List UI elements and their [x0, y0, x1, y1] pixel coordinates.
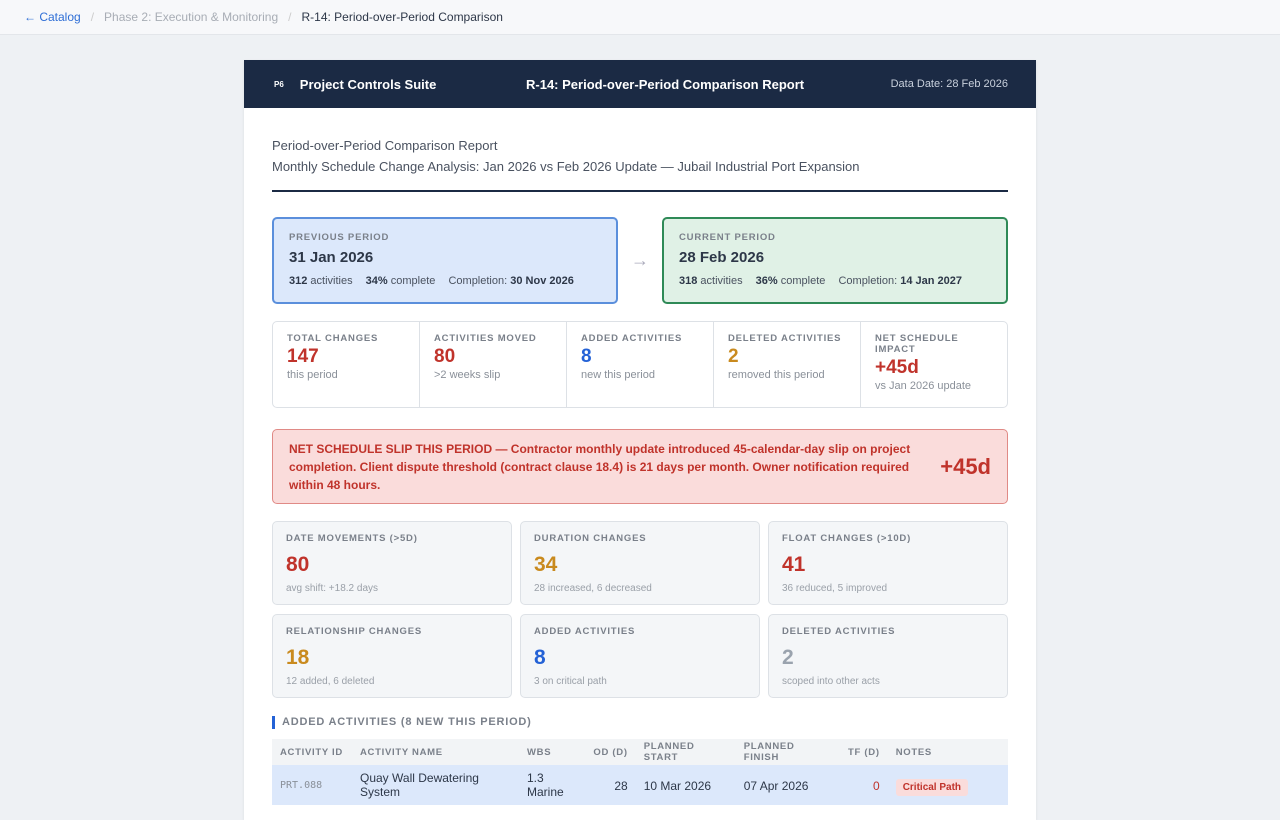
critical-path-badge: Critical Path [896, 779, 968, 796]
kpi-sub: new this period [581, 369, 655, 381]
wbs: 1.3 Marine [519, 765, 572, 805]
card-added-activities [520, 614, 760, 698]
period-label: PREVIOUS PERIOD [289, 232, 390, 243]
previous-period-card [272, 217, 618, 304]
arrow-right-icon: → [631, 250, 649, 270]
kpi-label: DELETED ACTIVITIES [728, 333, 842, 344]
kpi-net-schedule-impact [861, 322, 1007, 407]
card-sub: avg shift: +18.2 days [286, 583, 379, 594]
card-duration-changes [520, 521, 760, 605]
alert-value: +45d [940, 453, 991, 479]
card-value: 41 [782, 553, 806, 576]
current-period-card [662, 217, 1008, 304]
period-date: 31 Jan 2026 [289, 249, 374, 266]
kpi-label: NET SCHEDULE IMPACT [875, 333, 959, 355]
card-value: 2 [782, 646, 794, 669]
table-row[interactable] [272, 765, 1008, 805]
card-value: 34 [534, 553, 558, 576]
card-sub: 3 on critical path [534, 676, 607, 687]
card-sub: 28 increased, 6 decreased [534, 583, 652, 594]
activity-count: 318 [679, 275, 698, 287]
period-date: 28 Feb 2026 [679, 249, 765, 266]
completion-date: 14 Jan 2027 [900, 275, 963, 287]
col-planned-finish[interactable]: PLANNED FINISH [736, 739, 836, 765]
col-activity-id[interactable]: ACTIVITY ID [272, 739, 352, 765]
kpi-sub: >2 weeks slip [434, 369, 501, 381]
card-float-changes [768, 521, 1008, 605]
report-header-title: R-14: Period-over-Period Comparison Report [526, 76, 805, 92]
breadcrumb-phase[interactable]: Phase 2: Execution & Monitoring [104, 10, 279, 24]
kpi-sub: vs Jan 2026 update [875, 380, 972, 392]
change-summary-grid [272, 521, 1008, 698]
card-sub: 12 added, 6 deleted [286, 676, 375, 687]
kpi-sub: removed this period [728, 369, 825, 381]
card-label: DURATION CHANGES [534, 533, 647, 544]
period-label: CURRENT PERIOD [679, 232, 776, 243]
card-label: RELATIONSHIP CHANGES [286, 626, 422, 637]
kpi-value: 80 [434, 346, 456, 367]
completion-label: Completion: [448, 275, 511, 287]
logo: P6 [274, 79, 284, 89]
card-deleted-activities [768, 614, 1008, 698]
breadcrumb-separator: / [90, 10, 95, 24]
breadcrumb-separator: / [288, 10, 292, 24]
kpi-label: ADDED ACTIVITIES [581, 333, 683, 344]
col-notes[interactable]: NOTES [888, 739, 1008, 765]
col-wbs[interactable]: WBS [519, 739, 572, 765]
report-header [244, 60, 1036, 108]
activity-id: PRT.088 [272, 765, 352, 805]
data-date: Data Date: 28 Feb 2026 [890, 78, 1008, 90]
col-planned-start[interactable]: PLANNED START [636, 739, 736, 765]
planned-finish: 07 Apr 2026 [736, 765, 836, 805]
original-duration: 28 [572, 765, 636, 805]
back-to-catalog-link[interactable]: ← Catalog [24, 10, 81, 24]
divider [272, 190, 1008, 192]
col-activity-name[interactable]: ACTIVITY NAME [352, 739, 519, 765]
period-stats [289, 275, 601, 287]
col-tf[interactable]: TF (D) [836, 739, 888, 765]
period-stats [679, 275, 991, 287]
kpi-deleted-activities [714, 322, 861, 407]
added-activities-table [272, 739, 1008, 805]
activity-count-label: activities [697, 275, 743, 287]
card-label: DATE MOVEMENTS (>5D) [286, 533, 418, 544]
percent-complete-label: complete [777, 275, 826, 287]
breadcrumb [0, 0, 1280, 35]
percent-complete-label: complete [387, 275, 436, 287]
added-activities-heading: ADDED ACTIVITIES (8 NEW THIS PERIOD) [272, 716, 1008, 729]
card-relationship-changes [272, 614, 512, 698]
card-value: 8 [534, 646, 546, 669]
col-od[interactable]: OD (D) [572, 739, 636, 765]
activity-count-label: activities [307, 275, 353, 287]
kpi-added-activities [567, 322, 714, 407]
card-label: ADDED ACTIVITIES [534, 626, 636, 637]
kpi-value: +45d [875, 357, 919, 378]
card-date-movements [272, 521, 512, 605]
card-sub: scoped into other acts [782, 676, 880, 687]
report [244, 60, 1036, 820]
alert-text: NET SCHEDULE SLIP THIS PERIOD — Contractor monthly update introduced 45-calendar-day slip on project completion. Client dispute threshold (contract clause 18.4) is 21 days per month. Owner notification required within 48 hours. [289, 441, 911, 492]
percent-complete: 36% [755, 275, 778, 287]
kpi-label: ACTIVITIES MOVED [434, 333, 537, 344]
report-title: Period-over-Period Comparison Report [272, 138, 498, 153]
kpi-total-changes [273, 322, 420, 407]
activity-count: 312 [289, 275, 308, 287]
card-value: 80 [286, 553, 310, 576]
completion-label: Completion: [838, 275, 901, 287]
kpi-value: 2 [728, 346, 739, 367]
total-float: 0 [836, 765, 888, 805]
kpi-activities-moved [420, 322, 567, 407]
card-sub: 36 reduced, 5 improved [782, 583, 888, 594]
suite-name: Project Controls Suite [299, 76, 437, 92]
planned-start: 10 Mar 2026 [636, 765, 736, 805]
report-subtitle: Monthly Schedule Change Analysis: Jan 2026 vs Feb 2026 Update — Jubail Industrial Port Expansion [272, 159, 860, 174]
kpi-value: 147 [287, 346, 319, 367]
card-label: DELETED ACTIVITIES [782, 626, 896, 637]
percent-complete: 34% [365, 275, 388, 287]
card-value: 18 [286, 646, 310, 669]
kpi-label: TOTAL CHANGES [287, 333, 379, 344]
kpi-strip [272, 321, 1008, 408]
kpi-sub: this period [287, 369, 338, 381]
completion-date: 30 Nov 2026 [510, 275, 574, 287]
kpi-value: 8 [581, 346, 592, 367]
breadcrumb-current: R-14: Period-over-Period Comparison [301, 10, 503, 24]
schedule-slip-alert [272, 429, 1008, 504]
activity-name: Quay Wall Dewatering System [352, 765, 519, 805]
card-label: FLOAT CHANGES (>10D) [782, 533, 912, 544]
